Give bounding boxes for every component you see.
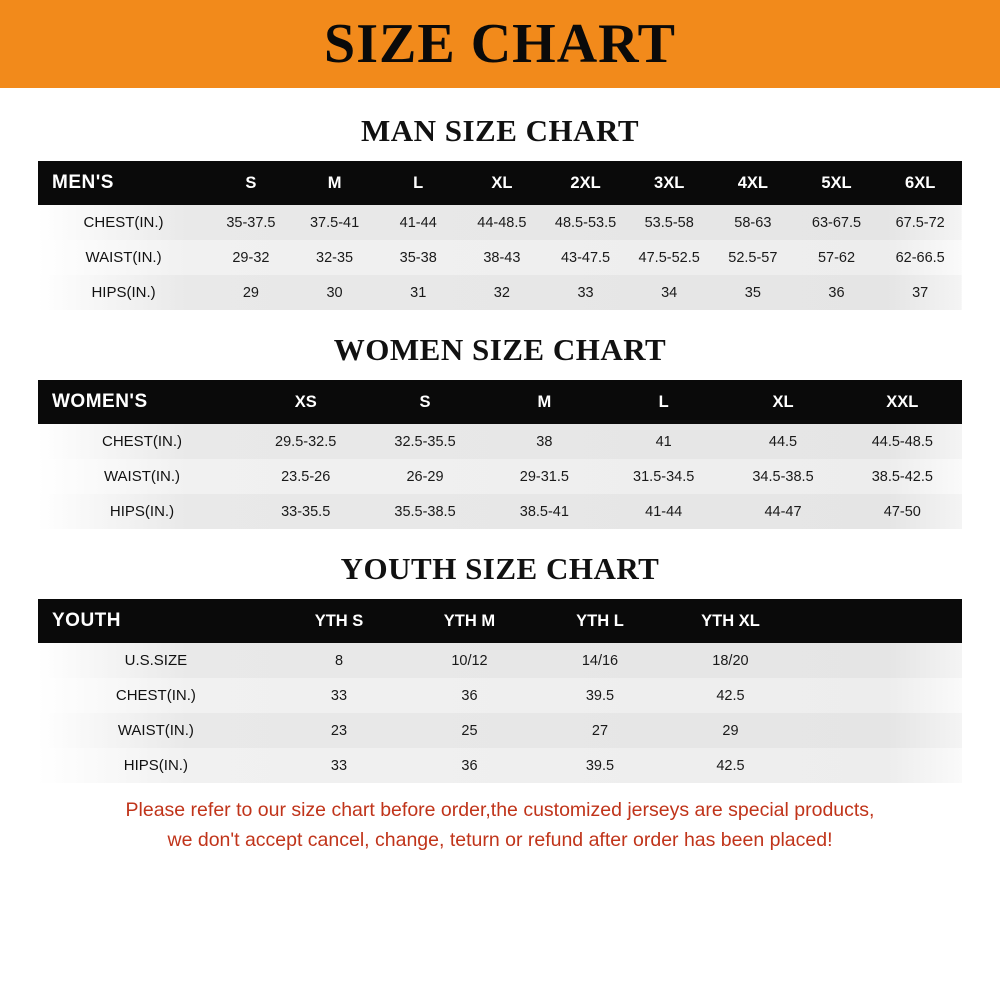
- table-header-man: [38, 161, 962, 205]
- banner: [0, 0, 1000, 91]
- footer-note: [0, 783, 1000, 855]
- table-cell: 36: [461, 687, 478, 704]
- table-cell: 44.5: [768, 433, 798, 450]
- row-label: U.S.SIZE: [124, 652, 188, 669]
- table-cell: 35-37.5: [226, 214, 276, 231]
- footer-line-1: Please refer to our size chart before order,the customized jerseys are special products,: [125, 799, 875, 821]
- table-cell: 26-29: [406, 468, 444, 485]
- table-row: [38, 748, 962, 783]
- table-header-women: [38, 380, 962, 424]
- table-cell: 29: [722, 722, 739, 739]
- page-title: SIZE CHART: [324, 13, 676, 75]
- section-title-man: MAN SIZE CHART: [360, 113, 640, 148]
- footer-line-2: we don't accept cancel, change, teturn or refund after order has been placed!: [167, 829, 833, 851]
- table-cell: 34.5-38.5: [752, 468, 814, 485]
- row-label: CHEST(IN.): [102, 433, 183, 450]
- column-header: YTH S: [314, 611, 364, 630]
- column-header: WOMEN'S: [52, 391, 148, 412]
- section-title-women: WOMEN SIZE CHART: [333, 332, 667, 367]
- table-cell: 41: [655, 433, 672, 450]
- table-cell: 8: [334, 652, 344, 669]
- table-cell: 41-44: [399, 214, 437, 231]
- row-label: HIPS(IN.): [123, 757, 188, 774]
- table-youth: [38, 599, 962, 783]
- column-header: 5XL: [821, 173, 852, 192]
- column-header: MEN'S: [52, 172, 114, 193]
- section-women: [0, 332, 1000, 529]
- table-cell: 47.5-52.5: [638, 249, 700, 266]
- table-cell: 39.5: [585, 757, 615, 774]
- table-row: [38, 424, 962, 459]
- row-label: CHEST(IN.): [83, 214, 164, 231]
- table-cell: 63-67.5: [811, 214, 862, 231]
- table-cell: 47-50: [883, 503, 921, 520]
- spacer-cell: [796, 678, 962, 713]
- table-cell: 32: [493, 284, 510, 301]
- table-row: [38, 205, 962, 240]
- row-label: HIPS(IN.): [109, 503, 175, 520]
- column-header: YTH XL: [701, 611, 760, 630]
- column-header: 3XL: [654, 173, 685, 192]
- table-cell: 33: [330, 687, 348, 704]
- spacer-cell: [796, 713, 962, 748]
- table-row: [38, 275, 962, 310]
- spacer-cell: [796, 599, 962, 643]
- table-cell: 37: [912, 284, 929, 301]
- column-header: 2XL: [570, 173, 601, 192]
- table-cell: 31.5-34.5: [633, 468, 695, 485]
- table-cell: 33-35.5: [281, 503, 331, 520]
- table-cell: 34: [661, 284, 678, 301]
- spacer-cell: [796, 643, 962, 678]
- table-cell: 52.5-57: [728, 249, 778, 266]
- table-cell: 29: [242, 284, 259, 301]
- table-cell: 36: [461, 757, 478, 774]
- table-women: [38, 380, 962, 529]
- table-cell: 18/20: [712, 652, 749, 669]
- column-header: S: [419, 392, 431, 411]
- table-cell: 38-43: [483, 249, 521, 266]
- table-cell: 38.5-41: [519, 503, 569, 520]
- table-row: [38, 494, 962, 529]
- table-cell: 27: [591, 722, 609, 739]
- table-header-row: [38, 380, 962, 424]
- table-cell: 35-38: [399, 249, 437, 266]
- table-row: [38, 678, 962, 713]
- table-cell: 44.5-48.5: [871, 433, 933, 450]
- spacer-cell: [796, 748, 962, 783]
- table-cell: 23: [330, 722, 348, 739]
- table-cell: 42.5: [716, 687, 745, 704]
- column-header: XXL: [886, 392, 919, 411]
- table-cell: 35: [744, 284, 761, 301]
- table-cell: 58-63: [734, 214, 772, 231]
- table-cell: 62-66.5: [895, 249, 945, 266]
- column-header: YTH M: [443, 611, 496, 630]
- column-header: YOUTH: [52, 610, 121, 631]
- column-header: S: [245, 173, 257, 192]
- table-cell: 30: [326, 284, 343, 301]
- column-header: XS: [294, 392, 317, 411]
- column-header: M: [327, 173, 342, 192]
- table-body-women: [38, 424, 962, 529]
- table-cell: 38: [536, 433, 553, 450]
- table-cell: 39.5: [585, 687, 615, 704]
- section-title-youth: YOUTH SIZE CHART: [340, 551, 660, 586]
- row-label: HIPS(IN.): [91, 284, 156, 301]
- table-man: [38, 161, 962, 310]
- section-youth: [0, 551, 1000, 783]
- table-header-row: [38, 599, 962, 643]
- section-man: [0, 113, 1000, 310]
- table-cell: 36: [828, 284, 845, 301]
- table-cell: 29-32: [232, 249, 270, 266]
- table-cell: 33: [577, 284, 594, 301]
- table-row: [38, 459, 962, 494]
- table-header-row: [38, 161, 962, 205]
- table-cell: 67.5-72: [895, 214, 945, 231]
- column-header: 4XL: [737, 173, 768, 192]
- table-cell: 37.5-41: [309, 214, 360, 231]
- table-cell: 25: [461, 722, 478, 739]
- table-row: [38, 240, 962, 275]
- table-body-youth: [38, 643, 962, 783]
- table-cell: 44-47: [764, 503, 802, 520]
- column-header: YTH L: [576, 611, 624, 630]
- table-cell: 10/12: [451, 652, 488, 669]
- column-header: L: [413, 173, 424, 192]
- table-row: [38, 643, 962, 678]
- table-cell: 44-48.5: [477, 214, 527, 231]
- column-header: 6XL: [905, 173, 936, 192]
- table-cell: 48.5-53.5: [554, 214, 617, 231]
- table-cell: 29-31.5: [519, 468, 569, 485]
- table-cell: 29.5-32.5: [275, 433, 337, 450]
- table-cell: 14/16: [581, 652, 619, 669]
- table-cell: 32-35: [316, 249, 354, 266]
- table-cell: 35.5-38.5: [394, 503, 456, 520]
- table-cell: 42.5: [716, 757, 745, 774]
- table-cell: 31: [410, 284, 427, 301]
- table-body-man: [38, 205, 962, 310]
- column-header: XL: [491, 173, 513, 192]
- table-row: [38, 713, 962, 748]
- column-header: M: [537, 392, 552, 411]
- table-cell: 23.5-26: [281, 468, 331, 485]
- table-cell: 33: [330, 757, 348, 774]
- row-label: WAIST(IN.): [117, 722, 194, 739]
- table-cell: 53.5-58: [644, 214, 694, 231]
- table-cell: 43-47.5: [560, 249, 611, 266]
- table-cell: 57-62: [817, 249, 856, 266]
- row-label: WAIST(IN.): [103, 468, 181, 485]
- column-header: L: [658, 392, 669, 411]
- row-label: CHEST(IN.): [115, 687, 196, 704]
- table-header-youth: [38, 599, 962, 643]
- column-header: XL: [772, 392, 794, 411]
- table-cell: 32.5-35.5: [394, 433, 456, 450]
- row-label: WAIST(IN.): [85, 249, 162, 266]
- table-cell: 41-44: [645, 503, 683, 520]
- table-cell: 38.5-42.5: [871, 468, 933, 485]
